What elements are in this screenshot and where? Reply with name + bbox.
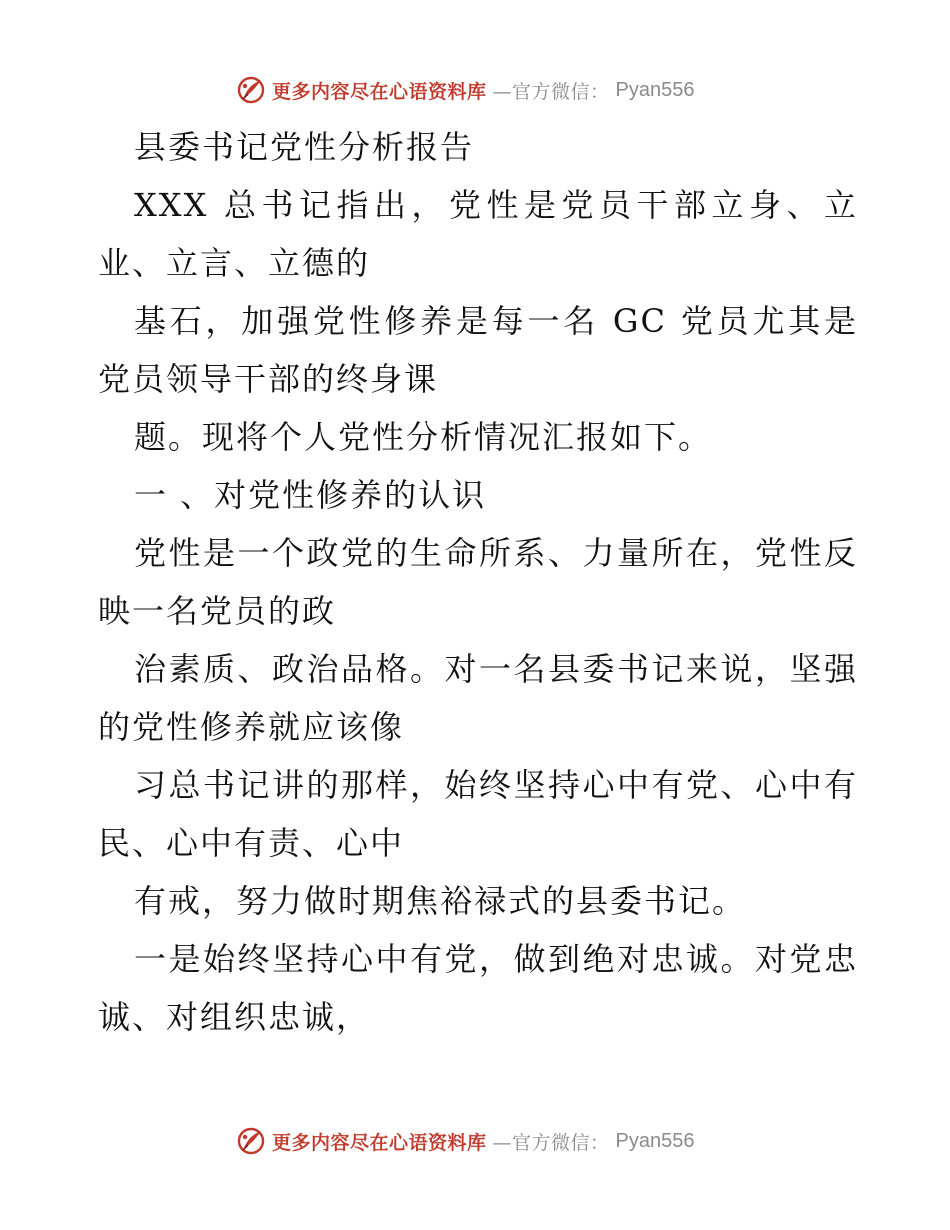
banner-wechat-label: —官方微信： [492, 80, 610, 103]
banner-wechat-label: —官方微信： [492, 1131, 610, 1154]
document-body [98, 118, 858, 1046]
paragraph: 基石，加强党性修养是每一名 GC 党员尤其是党员领导干部的终身课 [98, 302, 858, 398]
paragraph: 治素质、政治品格。对一名县委书记来说，坚强的党性修养就应该像 [98, 650, 858, 746]
header-banner [236, 73, 695, 107]
paragraph: 题。现将个人党性分析情况汇报如下。 [134, 418, 713, 456]
document-title: 县委书记党性分析报告 [134, 128, 475, 166]
banner-wechat-id: Pyan556 [615, 1129, 695, 1152]
paragraph: 习总书记讲的那样，始终坚持心中有党、心中有民、心中有责、心中 [98, 766, 858, 862]
section-heading: 一 、对党性修养的认识 [134, 476, 487, 514]
quill-ink-logo-icon [236, 75, 266, 105]
banner-title: 更多内容尽在心语资料库 [272, 80, 487, 103]
banner-wechat-id: Pyan556 [615, 78, 695, 101]
footer-banner [236, 1124, 695, 1158]
paragraph: 有戒，努力做时期焦裕禄式的县委书记。 [134, 882, 747, 920]
banner-title: 更多内容尽在心语资料库 [272, 1131, 487, 1154]
paragraph: XXX 总书记指出，党性是党员干部立身、立业、立言、立德的 [98, 186, 858, 282]
quill-ink-logo-icon [236, 1126, 266, 1156]
paragraph: 党性是一个政党的生命所系、力量所在，党性反映一名党员的政 [98, 534, 858, 630]
paragraph: 一是始终坚持心中有党，做到绝对忠诚。对党忠诚、对组织忠诚， [98, 940, 858, 1036]
